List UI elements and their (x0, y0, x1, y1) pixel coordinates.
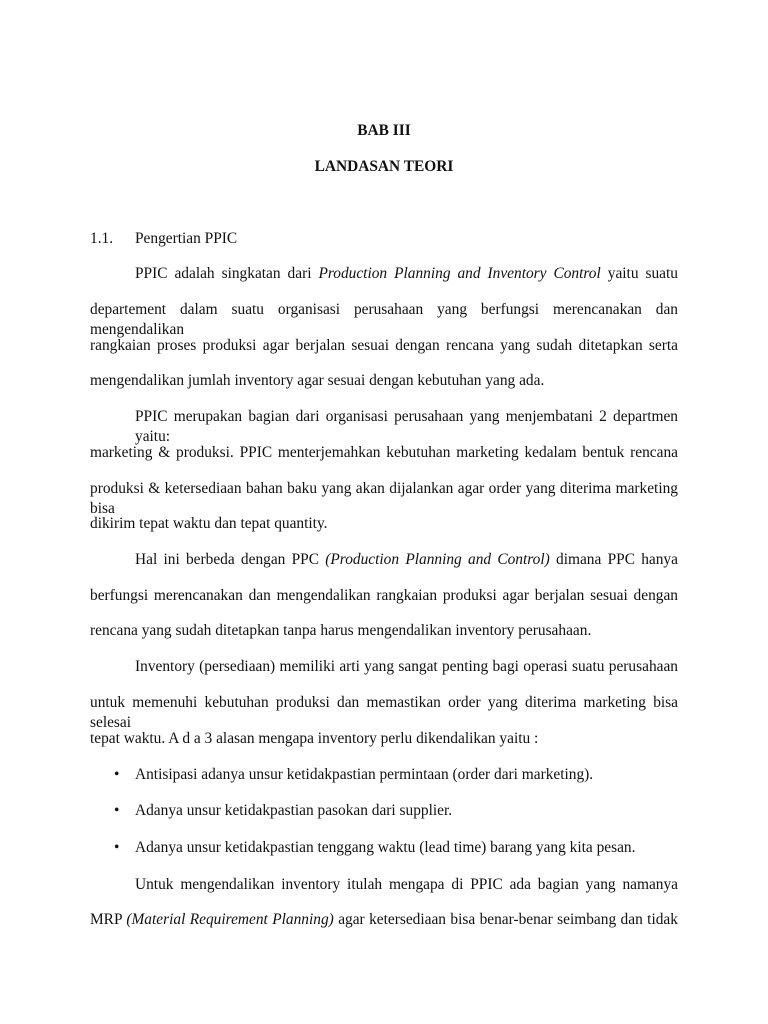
paragraph-2-line-1: PPIC merupakan bagian dari organisasi perusahaan yang menjembatani 2 departmen yaitu: (135, 408, 678, 445)
paragraph-2-line-3: produksi & ketersediaan bahan baku yang akan dijalankan agar order yang diterima marketing bisa (90, 480, 678, 517)
bullet-icon: • (114, 802, 120, 819)
text-segment: yaitu suatu (607, 265, 678, 282)
text-segment: MRP (90, 911, 122, 928)
paragraph-5-line-1: Untuk mengendalikan inventory itulah mengapa di PPIC ada bagian yang namanya (135, 876, 678, 893)
paragraph-4-line-1: Inventory (persediaan) memiliki arti yang sangat penting bagi operasi suatu perusahaan (135, 658, 678, 675)
paragraph-1-line-2: departement dalam suatu organisasi perusahaan yang berfungsi merencanakan dan mengendalikan (90, 301, 678, 338)
chapter-heading: BAB III (357, 122, 411, 139)
paragraph-3-line-1 (135, 550, 678, 570)
paragraph-2-line-4: dikirim tepat waktu dan tepat quantity. (90, 515, 328, 532)
italic-term: Production Planning and Inventory Control (318, 265, 601, 282)
paragraph-1-line-4: mengendalikan jumlah inventory agar sesuai dengan kebutuhan yang ada. (90, 372, 545, 389)
paragraph-4-line-3: tepat waktu. A d a 3 alasan mengapa inventory perlu dikendalikan yaitu : (90, 730, 539, 747)
section-number: 1.1. (90, 230, 114, 247)
text-segment: PPIC adalah singkatan dari (135, 265, 312, 282)
text-segment: Hal ini berbeda dengan PPC (135, 551, 320, 568)
bullet-item: Adanya unsur ketidakpastian tenggang waktu (lead time) barang yang kita pesan. (135, 839, 636, 856)
section-title: Pengertian PPIC (135, 230, 238, 247)
text-segment: agar ketersediaan bisa benar-benar seimbang dan tidak (338, 911, 678, 928)
paragraph-4-line-2: untuk memenuhi kebutuhan produksi dan memastikan order yang diterima marketing bisa selesai (90, 694, 678, 731)
paragraph-5-line-2 (90, 910, 678, 930)
text-segment: dimana PPC hanya (556, 551, 678, 568)
paragraph-3-line-3: rencana yang sudah ditetapkan tanpa harus mengendalikan inventory perusahaan. (90, 622, 592, 639)
bullet-icon: • (114, 839, 120, 856)
paragraph-1-line-3: rangkaian proses produksi agar berjalan sesuai dengan rencana yang sudah ditetapkan serta (90, 337, 678, 354)
chapter-title: LANDASAN TEORI (314, 158, 454, 175)
paragraph-3-line-2: berfungsi merencanakan dan mengendalikan rangkaian produksi agar berjalan sesuai dengan (90, 587, 678, 604)
italic-term: (Production Planning and Control) (325, 551, 550, 568)
bullet-item: Antisipasi adanya unsur ketidakpastian permintaan (order dari marketing). (135, 766, 594, 783)
bullet-item: Adanya unsur ketidakpastian pasokan dari supplier. (135, 802, 453, 819)
bullet-icon: • (114, 766, 120, 783)
paragraph-2-line-2: marketing & produksi. PPIC menterjemahkan kebutuhan marketing kedalam bentuk rencana (90, 444, 678, 461)
italic-term: (Material Requirement Planning) (126, 911, 334, 928)
paragraph-1-line-1 (135, 264, 678, 284)
